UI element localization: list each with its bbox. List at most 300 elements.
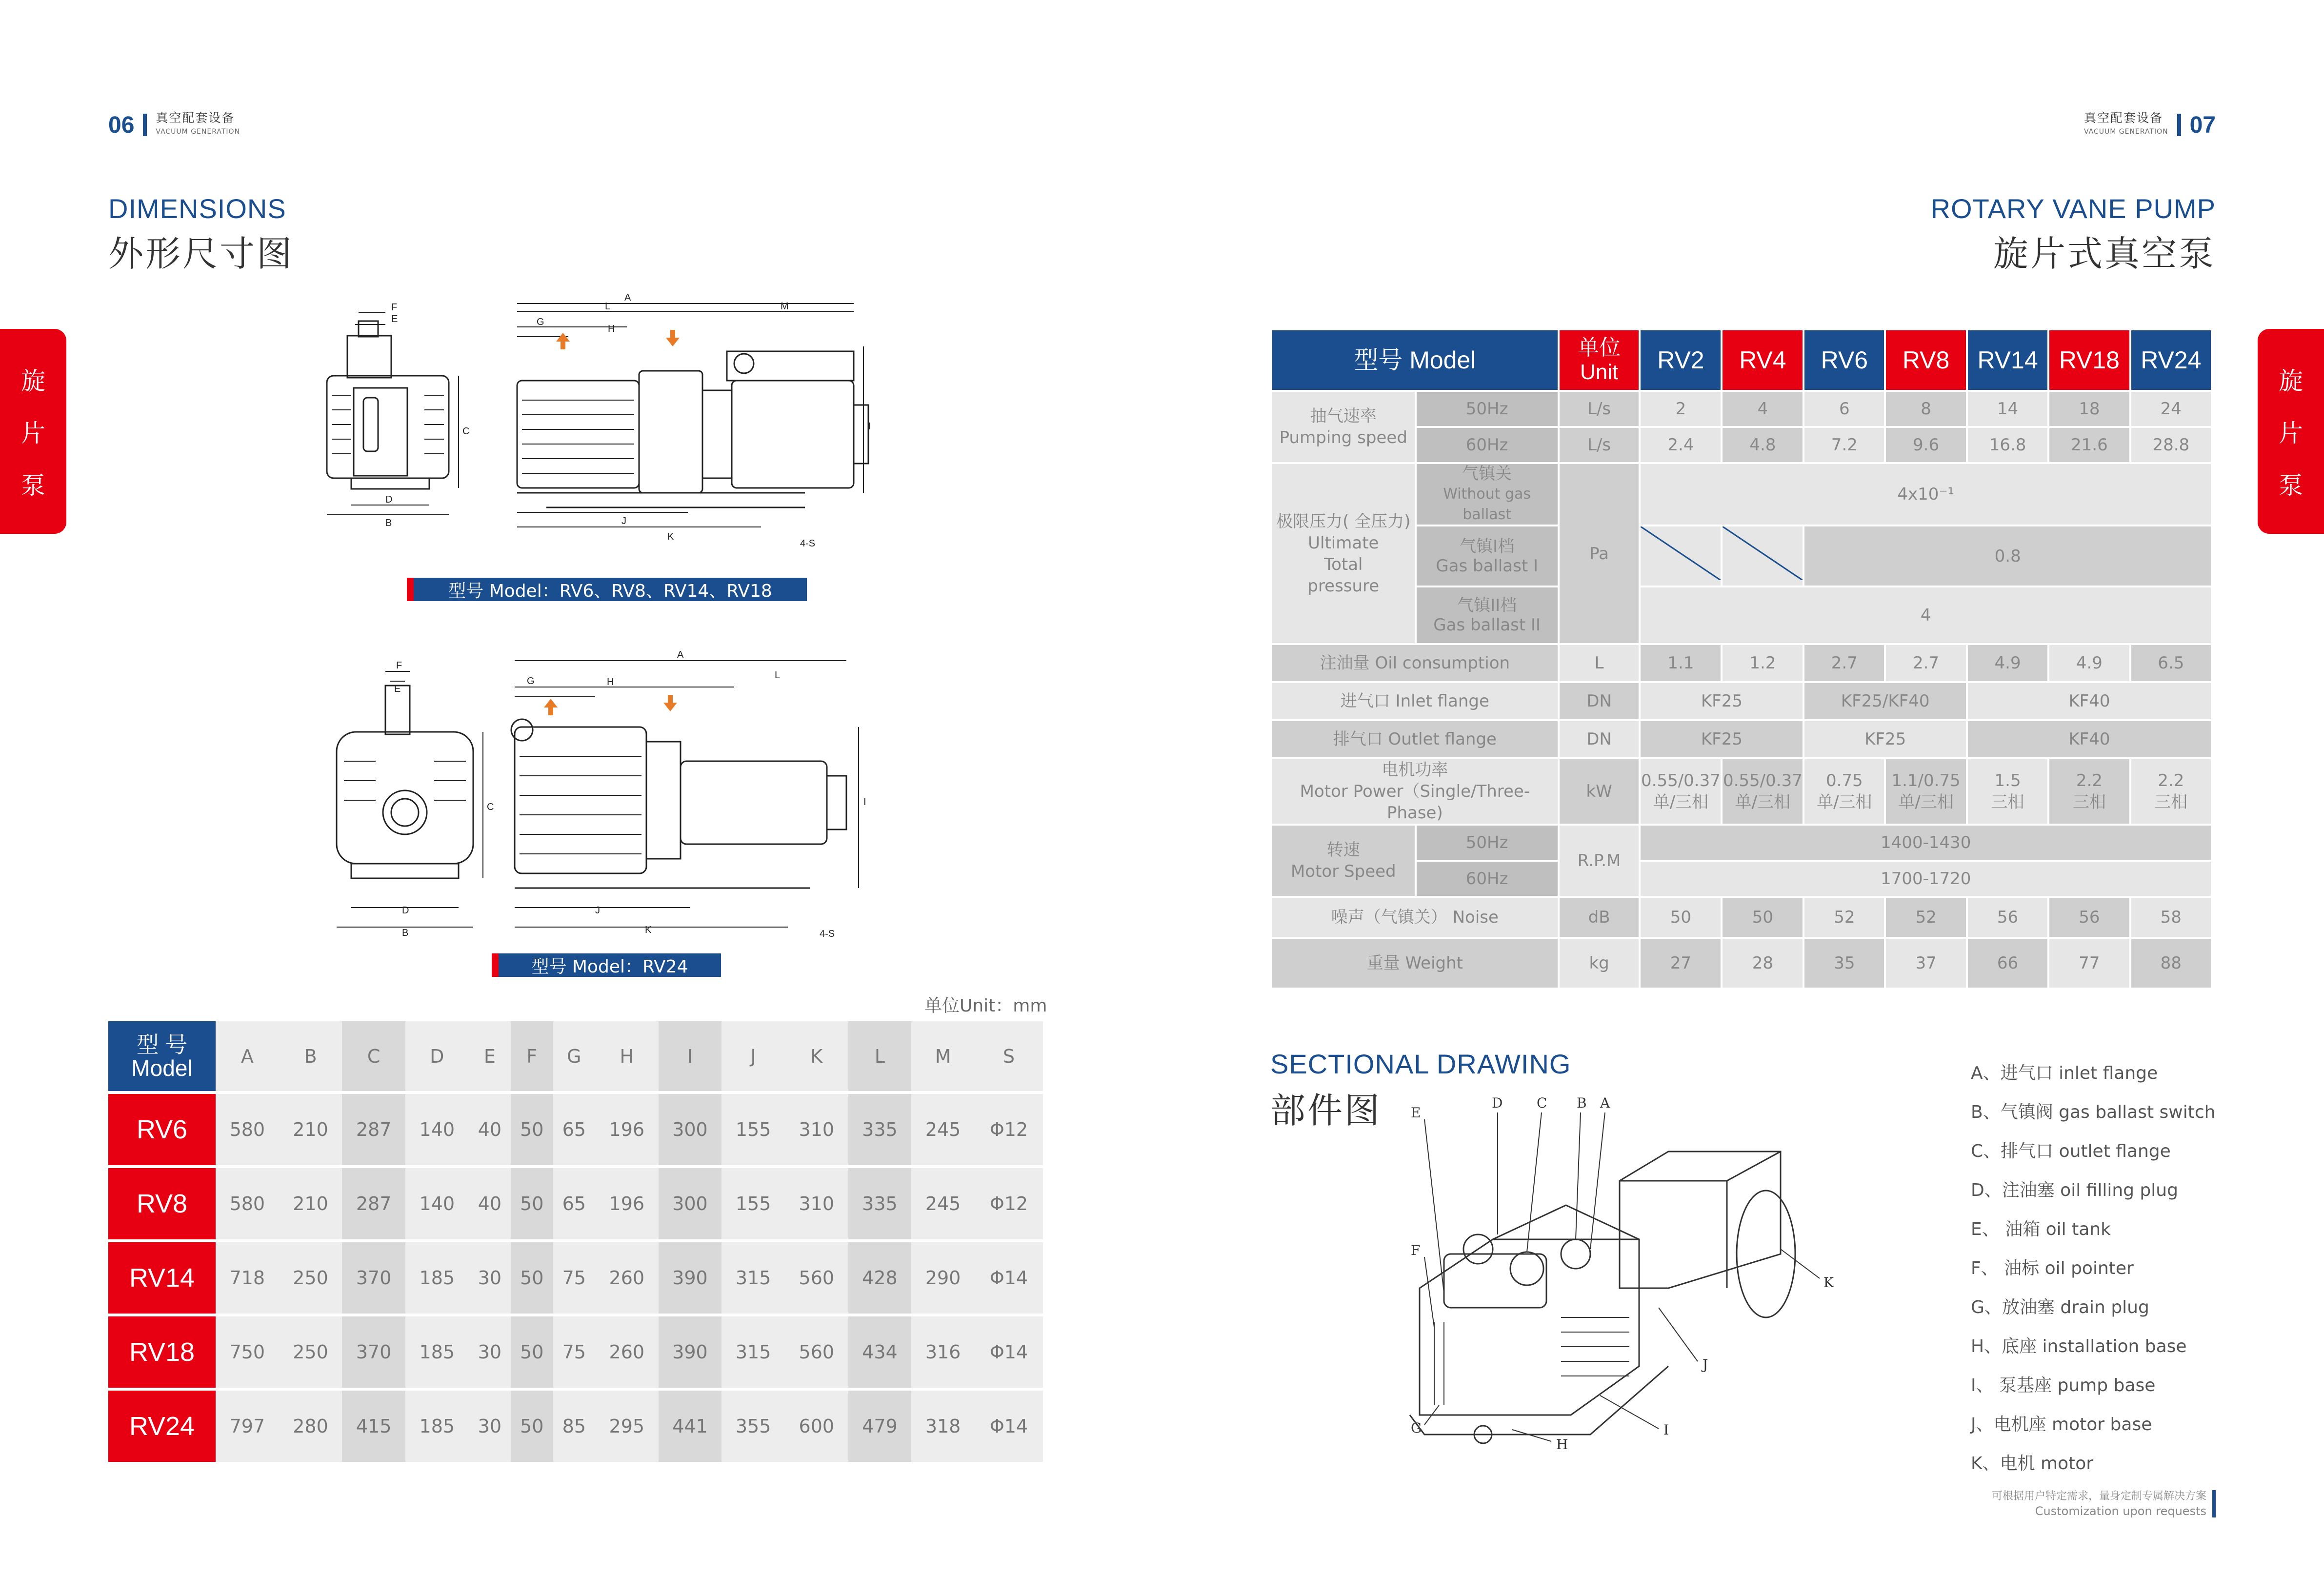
freq-50: 50Hz [1416,825,1559,861]
cell: 37 [1885,938,1967,989]
speed-label [1271,825,1416,897]
dim-label-f: F [391,302,398,313]
svg-text:B: B [1577,1095,1587,1111]
unit-note: 单位Unit：mm [924,996,1047,1016]
cell: 580 [216,1092,279,1167]
tab-char: 泵 [2279,471,2303,500]
model-header-cn: 型 号 [136,1031,188,1057]
drawing-caption-rv24: 型号 Model：RV24 [492,953,721,977]
cell: 8 [1885,391,1967,427]
model-col: RV18 [2048,329,2130,391]
cell: Φ14 [975,1389,1043,1463]
cell: 2.7 [1885,644,1967,682]
model-col: RV14 [1967,329,2048,391]
cell: Φ14 [975,1315,1043,1389]
tab-char: 片 [21,419,45,447]
cell: 250 [279,1315,342,1389]
cell: 65 [553,1092,595,1167]
row-model: RV14 [108,1241,216,1315]
gb1-cn: 气镇I档 [1460,536,1515,556]
page-number: 07 [2189,112,2216,138]
cell: 479 [848,1389,912,1463]
cell: 75 [553,1315,595,1389]
cell: 4 [1722,391,1803,427]
col-header: F [511,1021,553,1092]
dim-label-k: K [667,531,674,542]
cell: 7.2 [1803,427,1885,463]
ultimate-value: 4 [1640,586,2212,644]
tab-char: 泵 [21,471,45,500]
sectional-title-cn: 部件图 [1270,1090,1382,1131]
cell: 316 [911,1315,975,1389]
cell: 210 [279,1167,342,1241]
col-header: H [595,1021,659,1092]
cell: 30 [469,1389,511,1463]
cell: 30 [469,1315,511,1389]
dim-label-h: H [608,323,615,334]
cell: 750 [216,1315,279,1389]
cell: 77 [2048,938,2130,989]
freq-60: 60Hz [1416,861,1559,897]
unit-cell: kg [1559,938,1640,989]
cell: 155 [721,1167,785,1241]
cell: 245 [911,1092,975,1167]
dim-label-c: C [487,802,494,812]
table-row [108,1167,1043,1241]
unit-cell: L [1559,644,1640,682]
right-page-header [2084,111,2216,139]
dim-label-k: K [645,925,652,935]
cell: 140 [405,1167,469,1241]
diagonal-slash [1723,526,1803,580]
cell: 260 [595,1241,659,1315]
cell: 52 [1803,897,1885,938]
unit-cell: Pa [1559,463,1640,644]
cell: 2.4 [1640,427,1722,463]
unit-cell: kW [1559,758,1640,825]
table-row [108,1241,1043,1315]
sectional-title-en: SECTIONAL DRAWING [1270,1049,1571,1079]
rpm-50: 1400-1430 [1640,825,2212,861]
motor-top: 1.1/0.75 [1891,771,1961,790]
spec-row-inlet [1271,682,2212,720]
cell: KF25 [1640,682,1803,720]
motor-bot: 单/三相 [1653,792,1709,812]
cell: 50 [511,1092,553,1167]
cell: 21.6 [2048,427,2130,463]
motor-top: 0.55/0.37 [1641,771,1721,790]
model-header: 型号 Model [1271,329,1559,391]
cell: 310 [785,1167,848,1241]
oil-label: 注油量 Oil consumption [1271,644,1559,682]
dim-label-d: D [402,905,409,916]
motor-cn: 电机功率 [1382,760,1448,780]
header-divider [2177,114,2181,136]
dimension-drawing-rv24 [322,644,878,947]
cell: 4.9 [1967,644,2048,682]
legend-item: C、排气口 outlet flange [1971,1141,2171,1161]
table-row [108,1092,1043,1167]
header-divider [143,114,147,136]
legend-item: I、 泵基座 pump base [1971,1375,2156,1395]
motor-top: 2.2 [2076,771,2103,790]
cell: KF40 [1967,720,2212,758]
cell: 560 [785,1315,848,1389]
dim-label-b: B [402,928,409,938]
cell: 50 [1722,897,1803,938]
unit-header-en: Unit [1580,360,1619,384]
dim-label-c: C [462,426,470,437]
cell: 370 [342,1315,405,1389]
unit-cell: DN [1559,682,1640,720]
col-header: L [848,1021,912,1092]
gas-ballast-2 [1416,586,1559,644]
cell: Φ12 [975,1167,1043,1241]
unit-cell: L/s [1559,427,1640,463]
gb2-en: Gas ballast II [1433,615,1541,635]
cell: Φ14 [975,1241,1043,1315]
cell: 27 [1640,938,1722,989]
col-header: E [469,1021,511,1092]
cell: 24 [2130,391,2212,427]
row-model: RV18 [108,1315,216,1389]
section-title-cn: 外形尺寸图 [108,233,294,274]
legend-item: D、注油塞 oil filling plug [1971,1180,2178,1200]
cell: 56 [2048,897,2130,938]
ultimate-en: Total [1324,554,1363,574]
cell: 245 [911,1167,975,1241]
cell: 9.6 [1885,427,1967,463]
cell: 2.7 [1803,644,1885,682]
gb2-cn: 气镇II档 [1457,596,1517,615]
cell: 300 [659,1092,722,1167]
cell: KF25 [1803,720,1967,758]
cell: 6.5 [2130,644,2212,682]
cell [2048,758,2130,825]
dimensions-table [108,1021,1043,1465]
spec-row-motor [1271,758,2212,825]
cell: 52 [1885,897,1967,938]
motor-top: 2.2 [2158,771,2184,790]
ultimate-en: Ultimate [1308,533,1379,553]
cell [1885,758,1967,825]
cell: 155 [721,1092,785,1167]
dim-label-f: F [396,660,402,671]
dim-label-e: E [394,684,401,694]
svg-text:I: I [1663,1422,1669,1438]
parts-legend [1971,1054,2215,1483]
cell: 50 [511,1315,553,1389]
dim-label-d: D [385,494,393,505]
spec-table [1270,328,2213,990]
freq-60: 60Hz [1416,427,1559,463]
dim-label-j: J [621,516,626,526]
weight-label: 重量 Weight [1271,938,1559,989]
spec-row-weight [1271,938,2212,989]
legend-item: J、电机座 motor base [1971,1415,2152,1435]
row-model: RV6 [108,1092,216,1167]
tab-char: 旋 [2279,367,2303,396]
motor-top: 1.5 [1994,771,2021,790]
cell: 65 [553,1167,595,1241]
cell: 196 [595,1167,659,1241]
cell: 580 [216,1167,279,1241]
dim-label-j: J [595,905,600,916]
cell: 797 [216,1389,279,1463]
cell: 14 [1967,391,2048,427]
side-tab-left [0,329,66,534]
dim-label-i: I [868,421,871,432]
dim-label-a: A [624,292,631,303]
dim-label-l: L [775,670,781,681]
noise-label: 噪声（气镇关） Noise [1271,897,1559,938]
spec-header-row [1271,329,2212,391]
cell: 40 [469,1092,511,1167]
legend-item: B、气镇阀 gas ballast switch [1971,1102,2216,1122]
motor-top: 0.55/0.37 [1723,771,1803,790]
svg-text:A: A [1600,1095,1610,1111]
col-header: D [405,1021,469,1092]
dim-label-s: 4-S [800,538,816,549]
cell: 315 [721,1315,785,1389]
footer-note [1992,1489,2216,1518]
cell: 310 [785,1092,848,1167]
model-col: RV4 [1722,329,1803,391]
col-header: S [975,1021,1043,1092]
model-col: RV6 [1803,329,1885,391]
motor-label [1271,758,1559,825]
ultimate-value: 0.8 [1803,526,2212,586]
pumping-speed-label [1271,391,1416,463]
footer-cn: 可根据用户特定需求，量身定制专属解决方案 [1991,1490,2206,1502]
cell: Φ12 [975,1092,1043,1167]
spec-row-speed-50 [1271,825,2212,861]
header-title-cn: 真空配套设备 [156,111,235,125]
unit-cell: L/s [1559,391,1640,427]
cell: 40 [469,1167,511,1241]
cell: KF25 [1640,720,1803,758]
cell: 18 [2048,391,2130,427]
cell: 250 [279,1241,342,1315]
cell: 355 [721,1389,785,1463]
cell: 390 [659,1241,722,1315]
spec-row-oil [1271,644,2212,682]
cell: KF40 [1967,682,2212,720]
legend-item: H、底座 installation base [1971,1336,2187,1356]
dim-label-s: 4-S [820,929,835,939]
gas-ballast-off [1416,463,1559,526]
spec-row-pumping-50 [1271,391,2212,427]
inlet-label: 进气口 Inlet flange [1271,682,1559,720]
dim-label-e: E [391,314,398,324]
cell: 28 [1722,938,1803,989]
cell: 35 [1803,938,1885,989]
cell: 6 [1803,391,1885,427]
svg-text:H: H [1556,1436,1568,1453]
motor-bot: 单/三相 [1898,792,1954,812]
row-model: RV8 [108,1167,216,1241]
dim-label-a: A [677,649,684,660]
sectional-drawing [1366,1093,1844,1464]
motor-bot: 三相 [2072,792,2106,812]
model-col: RV24 [2130,329,2212,391]
legend-item: F、 油标 oil pointer [1971,1258,2134,1278]
dim-label-b: B [385,518,392,528]
legend-item: E、 油箱 oil tank [1971,1219,2111,1239]
gb1-en: Gas ballast I [1436,556,1539,576]
drawing-caption-rv6-rv18: 型号 Model：RV6、RV8、RV14、RV18 [407,578,807,601]
legend-item: G、放油塞 drain plug [1971,1297,2149,1317]
cell: 290 [911,1241,975,1315]
col-header: K [785,1021,848,1092]
motor-bot: 三相 [2154,792,2188,812]
cell: 280 [279,1389,342,1463]
tab-char: 片 [2279,419,2303,447]
dim-label-h: H [607,677,614,687]
cell: 50 [1640,897,1722,938]
cell [1803,758,1885,825]
cell [1640,758,1722,825]
cell: 260 [595,1315,659,1389]
cell: 50 [511,1167,553,1241]
gb0-en: Without gas ballast [1443,485,1531,523]
cell: 140 [405,1092,469,1167]
unit-header [1559,329,1640,391]
ultimate-en: pressure [1307,576,1380,596]
speed-cn: 转速 [1326,840,1360,860]
section-title-en: ROTARY VANE PUMP [1930,193,2216,224]
cell: 287 [342,1167,405,1241]
diagonal-slash [1641,526,1721,580]
cell: 428 [848,1241,912,1315]
section-title-en: DIMENSIONS [108,193,286,224]
outlet-label: 排气口 Outlet flange [1271,720,1559,758]
gb0-cn: 气镇关 [1462,464,1512,484]
footer-en: Customization upon requests [2035,1504,2206,1518]
cell: 185 [405,1241,469,1315]
cell: 56 [1967,897,2048,938]
legend-item: A、进气口 inlet flange [1971,1063,2158,1083]
header-title-en: VACUUM GENERATION [156,128,240,136]
cell: 16.8 [1967,427,2048,463]
cell: 50 [511,1241,553,1315]
speed-en: Motor Speed [1290,862,1396,881]
ultimate-pressure-label [1271,463,1416,644]
cell: 210 [279,1092,342,1167]
tab-char: 旋 [21,367,45,396]
cell [1967,758,2048,825]
model-header [108,1021,216,1092]
section-title-cn: 旋片式真空泵 [1993,233,2216,274]
svg-text:E: E [1411,1105,1421,1121]
motor-bot: 三相 [1991,792,2024,812]
pumping-cn: 抽气速率 [1310,406,1377,426]
col-header: M [911,1021,975,1092]
col-header: I [659,1021,722,1092]
cell: 295 [595,1389,659,1463]
side-tab-right [2258,329,2324,534]
cell: 88 [2130,938,2212,989]
dim-label-l: L [605,301,611,312]
unit-header-cn: 单位 [1578,336,1621,360]
cell: 75 [553,1241,595,1315]
cell: 28.8 [2130,427,2212,463]
motor-top: 0.75 [1825,771,1863,790]
footer-bar [2212,1490,2216,1517]
spec-row-outlet [1271,720,2212,758]
svg-text:K: K [1823,1274,1834,1291]
cell: 66 [1967,938,2048,989]
gas-ballast-1 [1416,526,1559,586]
spec-row-noise [1271,897,2212,938]
cell: 335 [848,1092,912,1167]
svg-text:G: G [1411,1420,1422,1436]
dim-label-g: G [537,317,544,327]
cell: 390 [659,1315,722,1389]
motor-en: Motor Power（Single/Three-Phase) [1300,782,1530,823]
model-col: RV2 [1640,329,1722,391]
row-model: RV24 [108,1389,216,1463]
motor-bot: 单/三相 [1735,792,1791,812]
motor-bot: 单/三相 [1817,792,1872,812]
col-header: G [553,1021,595,1092]
svg-text:F: F [1411,1242,1421,1258]
cell: 718 [216,1241,279,1315]
na-cell [1722,526,1803,586]
cell: 560 [785,1241,848,1315]
cell: 30 [469,1241,511,1315]
unit-cell: R.P.M [1559,825,1640,897]
cell: 434 [848,1315,912,1389]
cell: 50 [511,1389,553,1463]
cell: 1.2 [1722,644,1803,682]
col-header: A [216,1021,279,1092]
header-title-en: VACUUM GENERATION [2084,128,2168,136]
cell: 600 [785,1389,848,1463]
spec-row-ultimate-0 [1271,463,2212,526]
cell: 2 [1640,391,1722,427]
legend-item: K、电机 motor [1971,1454,2094,1474]
cell: 4.9 [2048,644,2130,682]
cell [1722,758,1803,825]
ultimate-value: 4x10⁻¹ [1640,463,2212,526]
page-number: 06 [108,112,135,138]
col-header: B [279,1021,342,1092]
cell: 335 [848,1167,912,1241]
dim-label-g: G [527,676,535,687]
svg-text:J: J [1703,1356,1708,1373]
cell: 85 [553,1389,595,1463]
cell: 300 [659,1167,722,1241]
cell: 196 [595,1092,659,1167]
model-col: RV8 [1885,329,1967,391]
header-title-cn: 真空配套设备 [2084,111,2163,125]
cell: 185 [405,1389,469,1463]
cell: 185 [405,1315,469,1389]
cell: 318 [911,1389,975,1463]
svg-text:D: D [1492,1095,1503,1111]
col-header: J [721,1021,785,1092]
left-page-header [108,111,240,139]
cell: 4.8 [1722,427,1803,463]
cell: 370 [342,1241,405,1315]
cell: 1.1 [1640,644,1722,682]
cell: KF25/KF40 [1803,682,1967,720]
cell: 415 [342,1389,405,1463]
cell [2130,758,2212,825]
unit-cell: dB [1559,897,1640,938]
cell: 58 [2130,897,2212,938]
